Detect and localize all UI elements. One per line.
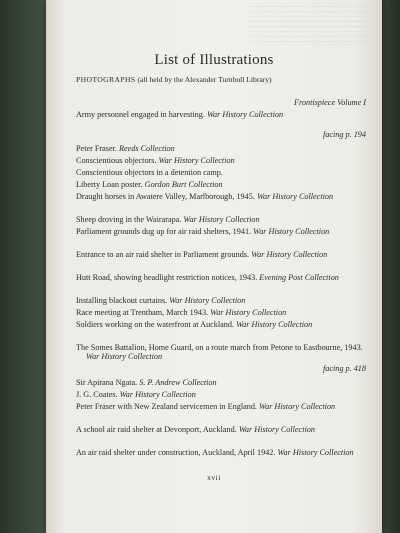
- caption-credit: War History Collection: [253, 227, 330, 236]
- page-number: xvii: [207, 473, 221, 482]
- caption-text: Installing blackout curtains.: [76, 296, 168, 305]
- caption-credit: War History Collection: [210, 308, 287, 317]
- caption-credit: War History Collection: [158, 156, 235, 165]
- list-item: [76, 251, 376, 260]
- caption-credit: Gordon Burt Collection: [144, 180, 223, 189]
- caption-credit: War History Collection: [86, 351, 163, 361]
- list-item: [76, 157, 376, 166]
- frontispiece-label: Frontispiece Volume I: [294, 98, 366, 107]
- list-item: [76, 111, 376, 120]
- list-item: [76, 403, 376, 412]
- caption-credit: Reeds Collection: [118, 144, 175, 153]
- caption-credit: War History Collection: [259, 402, 336, 411]
- list-item: [76, 216, 376, 225]
- list-item: [76, 145, 376, 154]
- list-item: [76, 297, 376, 306]
- caption-text: Conscientious objectors.: [76, 156, 157, 165]
- caption-credit: War History Collection: [169, 296, 246, 305]
- list-item: [76, 344, 376, 361]
- caption-credit: War History Collection: [238, 425, 315, 434]
- book-page: [46, 0, 382, 533]
- caption-credit: War History Collection: [236, 320, 313, 329]
- section-label: PHOTOGRAPHS: [76, 75, 136, 84]
- section-heading: [76, 75, 272, 84]
- caption-text: Peter Fraser with New Zealand servicemen in England.: [76, 402, 257, 411]
- list-item: [76, 274, 376, 283]
- caption-text: Parliament grounds dug up for air raid shelters, 1941.: [76, 227, 252, 236]
- list-item: [76, 169, 376, 178]
- caption-text: J. G. Coates.: [76, 390, 118, 399]
- caption-text: Race meeting at Trentham, March 1943.: [76, 308, 209, 317]
- caption-credit: War History Collection: [251, 250, 328, 259]
- caption-credit: War History Collection: [119, 390, 196, 399]
- caption-text: Entrance to an air raid shelter in Parliament grounds.: [76, 250, 250, 259]
- caption-credit: War History Collection: [277, 448, 354, 457]
- section-note: (all held by the Alexander Turnbull Library): [137, 75, 272, 84]
- list-item: [76, 228, 376, 237]
- list-item: [76, 193, 376, 202]
- caption-credit: War History Collection: [183, 215, 260, 224]
- list-item: [76, 426, 376, 435]
- bleed-through-text: [248, 6, 368, 46]
- facing-page-label: facing p. 194: [323, 130, 366, 139]
- facing-page-label: facing p. 418: [323, 364, 366, 373]
- caption-text: The Somes Battalion, Home Guard, on a route march from Petone to Eastbourne, 1943.: [76, 343, 363, 352]
- caption-credit: War History Collection: [206, 110, 284, 119]
- caption-credit: Evening Post Collection: [259, 273, 339, 282]
- list-item: [76, 321, 376, 330]
- caption-credit: S. P. Andrew Collection: [139, 378, 217, 387]
- caption-text: Peter Fraser.: [76, 144, 117, 153]
- list-item: [76, 379, 376, 388]
- caption-text: Army personnel engaged in harvesting.: [76, 110, 205, 119]
- caption-text: Draught horses in Awatere Valley, Marlborough, 1945.: [76, 192, 255, 201]
- list-item: [76, 449, 376, 458]
- caption-text: An air raid shelter under construction, Auckland, April 1942.: [76, 448, 276, 457]
- list-item: [76, 309, 376, 318]
- caption-text: Sir Apirana Ngata.: [76, 378, 138, 387]
- page-title: List of Illustrations: [154, 52, 274, 68]
- caption-text: Liberty Loan poster.: [76, 180, 143, 189]
- list-item: [76, 391, 376, 400]
- caption-text: Sheep droving in the Wairarapa.: [76, 215, 182, 224]
- list-item: [76, 181, 376, 190]
- caption-text: Hutt Road, showing headlight restriction notices, 1943.: [76, 273, 258, 282]
- caption-text: A school air raid shelter at Devonport, Auckland.: [76, 425, 237, 434]
- caption-text: Conscientious objectors in a detention camp.: [76, 168, 223, 177]
- caption-text: Soldiers working on the waterfront at Auckland.: [76, 320, 235, 329]
- caption-credit: War History Collection: [256, 192, 334, 201]
